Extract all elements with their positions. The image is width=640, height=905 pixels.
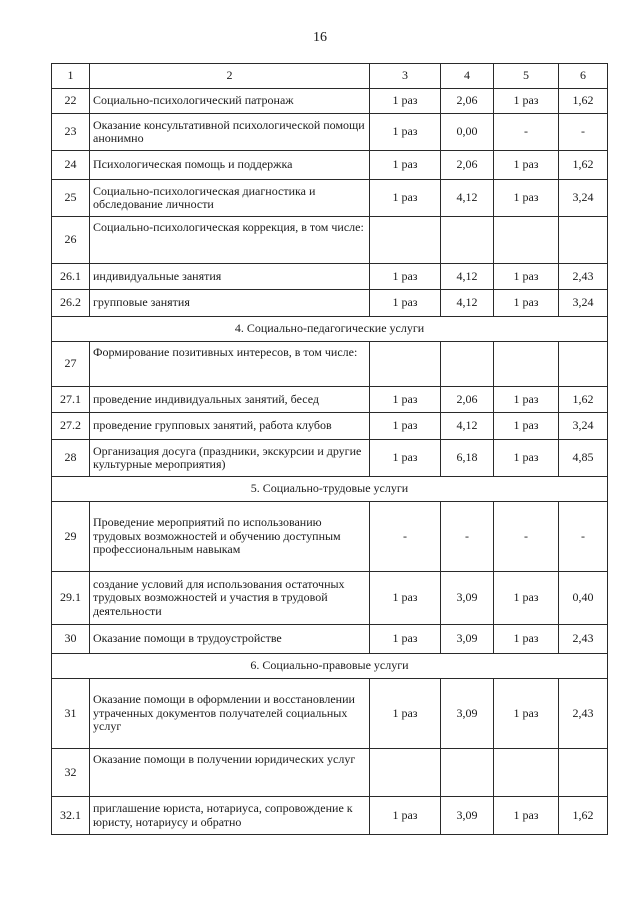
frequency-cell: 1 раз [370,290,441,317]
time-cell: 4,12 [441,264,494,290]
service-name: Организация досуга (праздники, экскурсии и другие культурные мероприятия) [90,440,370,477]
table-row [52,440,608,477]
frequency-cell-2: - [494,502,559,572]
time-cell: 6,18 [441,440,494,477]
section-row [52,317,608,342]
table-row [52,502,608,572]
service-name: Формирование позитивных интересов, в том числе: [90,342,370,387]
service-name: Психологическая помощь и поддержка [90,151,370,180]
header-col-5: 5 [494,64,559,89]
row-number: 32.1 [52,797,90,835]
row-number: 28 [52,440,90,477]
service-name: групповые занятия [90,290,370,317]
frequency-cell: 1 раз [370,413,441,440]
table-row [52,679,608,749]
frequency-cell: 1 раз [370,572,441,625]
row-number: 31 [52,679,90,749]
header-col-4: 4 [441,64,494,89]
frequency-cell-2: 1 раз [494,290,559,317]
table-body [52,64,608,835]
frequency-cell: 1 раз [370,151,441,180]
frequency-cell-2: 1 раз [494,679,559,749]
table-row [52,114,608,151]
frequency-cell-2: 1 раз [494,413,559,440]
frequency-cell: 1 раз [370,89,441,114]
table-row [52,625,608,654]
row-number: 30 [52,625,90,654]
service-name: Социально-психологическая коррекция, в том числе: [90,217,370,264]
service-name: Оказание помощи в оформлении и восстановлении утраченных документов получателей социальных услуг [90,679,370,749]
row-number: 27.1 [52,387,90,413]
cost-cell: - [559,502,608,572]
time-cell: 4,12 [441,180,494,217]
time-cell: - [441,502,494,572]
table-row [52,797,608,835]
frequency-cell [370,217,441,264]
cost-cell: 2,43 [559,264,608,290]
table-row [52,342,608,387]
section-row [52,477,608,502]
frequency-cell-2: 1 раз [494,440,559,477]
row-number: 24 [52,151,90,180]
frequency-cell-2 [494,217,559,264]
cost-cell [559,342,608,387]
section-title: 6. Социально-правовые услуги [52,654,608,679]
header-col-3: 3 [370,64,441,89]
cost-cell: 3,24 [559,290,608,317]
table-row [52,89,608,114]
cost-cell: 1,62 [559,89,608,114]
table-row [52,290,608,317]
frequency-cell: 1 раз [370,180,441,217]
time-cell: 3,09 [441,679,494,749]
row-number: 27 [52,342,90,387]
table-row [52,749,608,797]
frequency-cell-2: 1 раз [494,625,559,654]
time-cell: 0,00 [441,114,494,151]
cost-cell: 3,24 [559,413,608,440]
time-cell [441,749,494,797]
frequency-cell-2: - [494,114,559,151]
cost-cell [559,749,608,797]
frequency-cell: - [370,502,441,572]
service-name: Оказание помощи в трудоустройстве [90,625,370,654]
header-col-1: 1 [52,64,90,89]
header-col-6: 6 [559,64,608,89]
table-row [52,413,608,440]
time-cell: 3,09 [441,797,494,835]
row-number: 32 [52,749,90,797]
frequency-cell-2 [494,749,559,797]
cost-cell: 1,62 [559,151,608,180]
section-title: 4. Социально-педагогические услуги [52,317,608,342]
service-name: Оказание помощи в получении юридических услуг [90,749,370,797]
header-row [52,64,608,89]
row-number: 26.1 [52,264,90,290]
frequency-cell: 1 раз [370,440,441,477]
frequency-cell: 1 раз [370,387,441,413]
time-cell: 2,06 [441,89,494,114]
row-number: 25 [52,180,90,217]
section-row [52,654,608,679]
table-row [52,387,608,413]
frequency-cell: 1 раз [370,797,441,835]
service-name: Социально-психологическая диагностика и обследование личности [90,180,370,217]
frequency-cell-2 [494,342,559,387]
row-number: 23 [52,114,90,151]
row-number: 27.2 [52,413,90,440]
time-cell: 3,09 [441,625,494,654]
time-cell: 4,12 [441,413,494,440]
cost-cell: 1,62 [559,797,608,835]
cost-cell: 3,24 [559,180,608,217]
service-name: приглашение юриста, нотариуса, сопровождение к юристу, нотариусу и обратно [90,797,370,835]
table-row [52,151,608,180]
services-table [51,63,608,835]
service-name: Оказание консультативной психологической помощи анонимно [90,114,370,151]
frequency-cell-2: 1 раз [494,797,559,835]
service-name: проведение индивидуальных занятий, бесед [90,387,370,413]
time-cell: 2,06 [441,151,494,180]
frequency-cell: 1 раз [370,264,441,290]
service-name: Социально-психологический патронаж [90,89,370,114]
frequency-cell [370,342,441,387]
time-cell: 3,09 [441,572,494,625]
frequency-cell: 1 раз [370,679,441,749]
table-row [52,264,608,290]
time-cell: 2,06 [441,387,494,413]
frequency-cell: 1 раз [370,114,441,151]
cost-cell: - [559,114,608,151]
row-number: 22 [52,89,90,114]
time-cell [441,217,494,264]
frequency-cell: 1 раз [370,625,441,654]
row-number: 26.2 [52,290,90,317]
page-number: 16 [313,30,327,45]
table-row [52,572,608,625]
cost-cell: 2,43 [559,625,608,654]
time-cell: 4,12 [441,290,494,317]
frequency-cell-2: 1 раз [494,151,559,180]
cost-cell [559,217,608,264]
frequency-cell-2: 1 раз [494,89,559,114]
frequency-cell-2: 1 раз [494,264,559,290]
cost-cell: 2,43 [559,679,608,749]
header-col-2: 2 [90,64,370,89]
frequency-cell-2: 1 раз [494,180,559,217]
service-name: создание условий для использования остаточных трудовых возможностей и участия в трудовой деятельности [90,572,370,625]
service-name: индивидуальные занятия [90,264,370,290]
service-name: Проведение мероприятий по использованию трудовых возможностей и обучению доступным профессиональным навыкам [90,502,370,572]
cost-cell: 0,40 [559,572,608,625]
section-title: 5. Социально-трудовые услуги [52,477,608,502]
table-row [52,180,608,217]
row-number: 29.1 [52,572,90,625]
row-number: 29 [52,502,90,572]
frequency-cell-2: 1 раз [494,572,559,625]
row-number: 26 [52,217,90,264]
table-row [52,217,608,264]
cost-cell: 4,85 [559,440,608,477]
time-cell [441,342,494,387]
frequency-cell [370,749,441,797]
frequency-cell-2: 1 раз [494,387,559,413]
cost-cell: 1,62 [559,387,608,413]
service-name: проведение групповых занятий, работа клубов [90,413,370,440]
